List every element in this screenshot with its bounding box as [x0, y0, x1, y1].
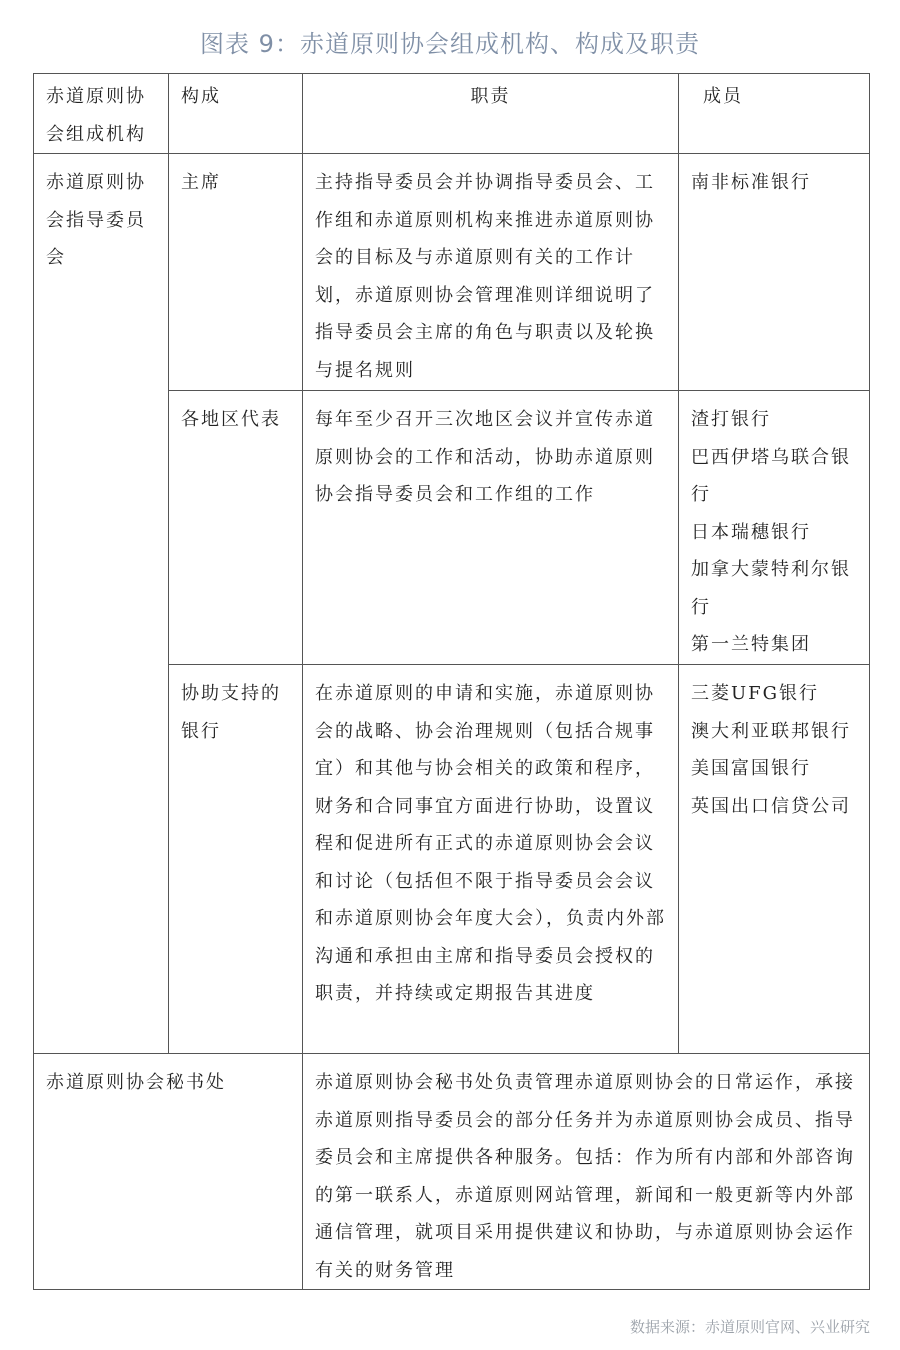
member-name: 三菱UFG银行	[691, 683, 820, 704]
member-name: 英国出口信贷公司	[691, 795, 851, 817]
duties-cell: 在赤道原则的申请和实施，赤道原则协会的战略、协会治理规则（包括合规事宜）和其他与协会相关的政策和程序，财务和合同事宜方面进行协助，设置议程和促进所有正式的赤道原则协会会议和讨论（包括但不限于指导委员会会议和赤道原则协会年度大会），负责内外部沟通和承担由主席和指导委员会授权的职责，并持续或定期报告其进度	[303, 665, 679, 1054]
figure-title: 图表 9：赤道原则协会组成机构、构成及职责	[200, 30, 700, 58]
header-org: 赤道原则协会组成机构	[34, 74, 169, 154]
members-cell	[679, 391, 870, 665]
duties-cell: 主持指导委员会并协调指导委员会、工作组和赤道原则机构来推进赤道原则协会的目标及与赤道原则有关的工作计划，赤道原则协会管理准则详细说明了指导委员会主席的角色与职责以及轮换与提名规则	[303, 154, 679, 391]
member-name: 第一兰特集团	[691, 634, 811, 655]
org-secretariat: 赤道原则协会秘书处	[34, 1054, 303, 1290]
header-duties: 职责	[303, 74, 679, 154]
member-name: 渣打银行	[691, 409, 771, 430]
header-members: 成员	[679, 74, 870, 154]
table-row-secretariat	[34, 1054, 870, 1290]
members-cell	[679, 154, 870, 391]
source-note: 数据来源：赤道原则官网、兴业研究	[629, 1318, 870, 1336]
org-steering-committee: 赤道原则协会指导委员会	[34, 154, 169, 1054]
composition-cell: 主席	[169, 154, 303, 391]
members-cell	[679, 665, 870, 1054]
org-table	[33, 73, 870, 1290]
composition-cell: 协助支持的银行	[169, 665, 303, 1054]
member-name: 日本瑞穗银行	[691, 521, 811, 543]
table-header-row	[34, 74, 870, 154]
member-name: 美国富国银行	[691, 758, 811, 779]
duties-cell: 每年至少召开三次地区会议并宣传赤道原则协会的工作和活动，协助赤道原则协会指导委员会和工作组的工作	[303, 391, 679, 665]
header-composition: 构成	[169, 74, 303, 154]
composition-cell: 各地区代表	[169, 391, 303, 665]
member-name: 南非标准银行	[691, 172, 811, 193]
member-name: 澳大利亚联邦银行	[691, 720, 851, 742]
secretariat-duties-cell: 赤道原则协会秘书处负责管理赤道原则协会的日常运作，承接赤道原则指导委员会的部分任务并为赤道原则协会成员、指导委员会和主席提供各种服务。包括：作为所有内部和外部咨询的第一联系人，赤道原则网站管理，新闻和一般更新等内外部通信管理，就项目采用提供建议和协助，与赤道原则协会运作有关的财务管理	[303, 1054, 870, 1290]
table-row-chair	[34, 154, 870, 391]
member-name: 巴西伊塔乌联合银行	[691, 446, 851, 505]
member-name: 加拿大蒙特利尔银行	[691, 559, 851, 618]
